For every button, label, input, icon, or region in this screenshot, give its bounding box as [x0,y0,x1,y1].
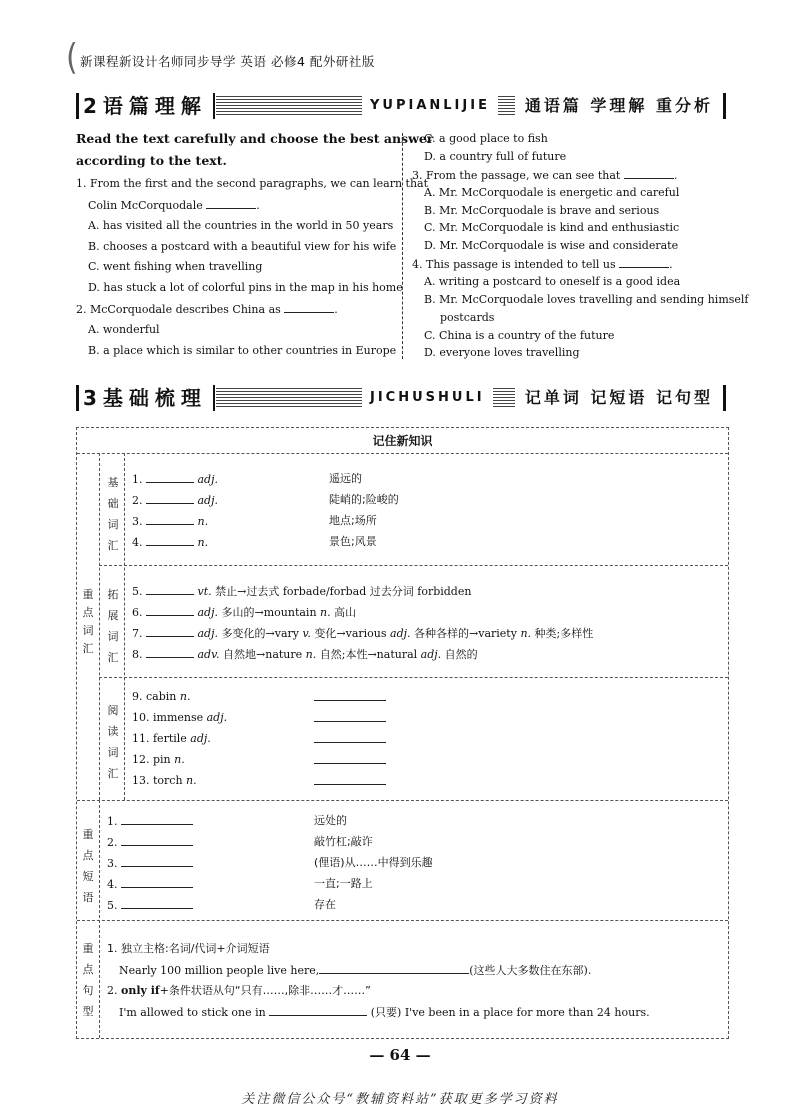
key-phrases-label: 重点短语 [82,828,94,904]
phrase-blank[interactable] [121,856,193,867]
word-blank[interactable] [146,535,194,546]
sentence-2-exercise: I'm allowed to stick one in (只要) I've been in a place for more than 24 hours. [119,1006,650,1019]
q3-option-b: B. Mr. McCorquodale is brave and serious [424,204,660,217]
q3-stem: 3. From the passage, we can see that [412,169,621,182]
phrase-blank[interactable] [121,898,193,909]
phrase-meaning-2: 敲竹杠;敲诈 [314,835,373,848]
section-3-motto: 记单词 记短语 记句型 [515,385,726,411]
q4-option-c: C. China is a country of the future [424,329,615,342]
section-3-pinyin: JICHUSHULI [362,385,493,411]
q3-option-a: A. Mr. McCorquodale is energetic and careful [424,186,680,199]
q2-stem-line [76,302,338,317]
q1-option-d: D. has stuck a lot of colorful pins in the map in his home [88,281,403,294]
q4-stem: 4. This passage is intended to tell us [412,258,616,271]
table-rule [77,800,728,801]
phrase-meaning-1: 远处的 [314,814,347,827]
q3-option-c: C. Mr. McCorquodale is kind and enthusiastic [424,221,680,234]
instruction-line-1: Read the text carefully and choose the best answer [76,131,434,146]
basic-vocab-meaning-4: 景色;风景 [329,535,377,548]
q2-option-d: D. a country full of future [424,150,567,163]
word-blank[interactable] [146,584,194,595]
q1-stem-end: . [256,199,260,212]
extended-vocab-row-6: 6. adj. 多山的→mountain n. 高山 [132,606,357,619]
basic-vocab-meaning-2: 陡峭的;险峻的 [329,493,399,506]
q3-answer-blank[interactable] [624,168,674,179]
reading-vocab-row-12: 12. pin n. [132,753,185,766]
book-title-header: 新课程新设计名师同步导学 英语 必修4 配外研社版 [80,54,375,69]
q4-stem-line [412,257,673,272]
q4-option-a: A. writing a postcard to oneself is a good idea [424,275,681,288]
word-blank[interactable] [146,493,194,504]
q3-stem-line [412,168,677,183]
section-3-bar [76,385,726,411]
basic-vocab-row-1: 1. adj. [132,473,219,486]
table-rule [77,453,728,454]
phrase-blank[interactable] [121,814,193,825]
page-number: — 64 — [369,1046,431,1064]
reading-vocab-label: 阅读词汇 [107,704,119,780]
extended-vocab-label: 拓展词汇 [107,588,119,664]
sentence-2-title: 2. only if+条件状语从句“只有……,除非……才……” [107,984,371,997]
extended-vocab-row-8: 8. adv. 自然地→nature n. 自然;本性→natural adj. 自然的 [132,648,478,661]
phrase-row-3: 3. [107,856,193,871]
q1-option-b: B. chooses a postcard with a beautiful view for his wife [88,240,397,253]
phrase-meaning-5: 存在 [314,898,336,911]
table-rule [99,453,100,800]
header-bracket: ( [66,36,78,79]
instruction-line-2: according to the text. [76,153,227,168]
q3-stem-end: . [673,169,678,182]
column-divider [402,133,403,359]
q2-answer-blank[interactable] [284,302,334,313]
basic-vocab-row-4: 4. n. [132,536,209,549]
q4-option-d: D. everyone loves travelling [424,346,580,359]
phrase-row-5: 5. [107,898,193,913]
meaning-blank[interactable] [314,753,386,764]
section-2-bar [76,93,726,119]
basic-vocab-label: 基础词汇 [107,476,119,552]
phrase-row-2: 2. [107,835,193,850]
table-title: 记住新知识 [372,434,433,448]
extended-vocab-row-7: 7. adj. 多变化的→vary v. 变化→various adj. 各种各样的→variety n. 种类;多样性 [132,627,594,640]
phrase-row-4: 4. [107,877,193,892]
basic-vocab-row-2: 2. adj. [132,494,219,507]
word-blank[interactable] [146,605,194,616]
word-blank[interactable] [146,647,194,658]
word-blank[interactable] [146,472,194,483]
q1-stem-line-2 [88,198,260,213]
word-blank[interactable] [146,626,194,637]
section-2-pinyin: YUPIANLIJIE [362,93,498,119]
meaning-blank[interactable] [314,690,386,701]
phrase-row-1: 1. [107,814,193,829]
section-3-title: 3基础梳理 [76,385,215,411]
section-2-title: 2语篇理解 [76,93,215,119]
meaning-blank[interactable] [314,711,386,722]
q4-answer-blank[interactable] [619,257,669,268]
table-rule [124,453,125,800]
sentence-blank[interactable] [319,963,469,974]
q1-answer-blank[interactable] [206,198,256,209]
footer-note: 关注微信公众号“教辅资料站”获取更多学习资料 [241,1092,559,1107]
basic-vocab-row-3: 3. n. [132,515,209,528]
sentence-blank[interactable] [269,1005,367,1016]
word-blank[interactable] [146,514,194,525]
sentence-1-exercise: Nearly 100 million people live here, (这些人大多数住在东部). [119,964,592,977]
basic-vocab-meaning-1: 遥远的 [329,472,362,485]
q2-stem-end: . [334,303,338,316]
q4-option-b-line-2: postcards [440,311,495,324]
phrase-meaning-4: 一直;一路上 [314,877,373,890]
q1-stem-text: Colin McCorquodale [88,199,203,212]
key-vocab-label: 重点词汇 [82,588,94,655]
basic-vocab-meaning-3: 地点;场所 [329,514,377,527]
q1-option-c: C. went fishing when travelling [88,260,263,273]
reading-vocab-row-9: 9. cabin n. [132,690,191,703]
q1-option-a: A. has visited all the countries in the world in 50 years [88,219,394,232]
q2-stem: 2. McCorquodale describes China as [76,303,281,316]
phrase-blank[interactable] [121,877,193,888]
table-rule [99,800,100,1038]
sentence-1-title: 1. 独立主格:名词/代词+介词短语 [107,942,270,955]
phrase-meaning-3: (俚语)从……中得到乐趣 [314,856,433,869]
q2-option-a: A. wonderful [88,323,160,336]
key-sentences-label: 重点句型 [82,942,94,1018]
knowledge-table [76,427,729,1039]
q1-stem-line-1: 1. From the first and the second paragraphs, we can learn that [76,177,429,190]
q4-stem-end: . [669,258,673,271]
q4-option-b-line-1: B. Mr. McCorquodale loves travelling and sending himself [424,293,749,306]
extended-vocab-row-5: 5. vt. 禁止→过去式 forbade/forbad 过去分词 forbidden [132,585,472,598]
table-rule [77,920,728,921]
meaning-blank[interactable] [314,774,386,785]
meaning-blank[interactable] [314,732,386,743]
q2-option-b: B. a place which is similar to other countries in Europe [88,344,397,357]
table-rule [99,677,728,678]
reading-vocab-row-10: 10. immense adj. [132,711,228,724]
q2-option-c: C. a good place to fish [424,132,548,145]
section-2-motto: 通语篇 学理解 重分析 [515,93,726,119]
reading-vocab-row-13: 13. torch n. [132,774,197,787]
reading-vocab-row-11: 11. fertile adj. [132,732,211,745]
phrase-blank[interactable] [121,835,193,846]
q3-option-d: D. Mr. McCorquodale is wise and considerate [424,239,679,252]
table-rule [99,565,728,566]
